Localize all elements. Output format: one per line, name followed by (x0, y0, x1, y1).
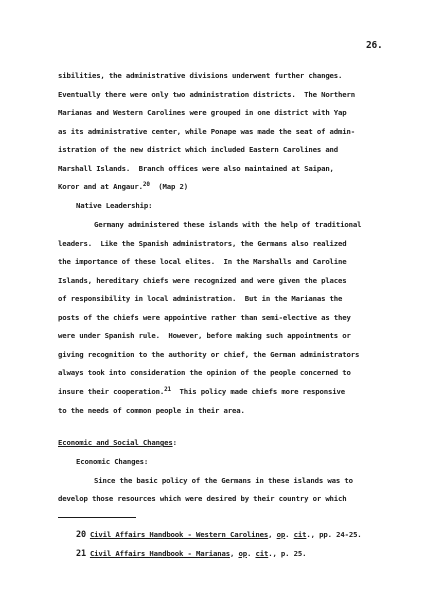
body-text: (Map 2) (149, 182, 189, 191)
footnote-title: Civil Affairs Handbook - Marianas (89, 549, 230, 558)
footnote-text: ., pp. 24-25. (306, 530, 362, 539)
body-line: Marianas and Western Carolines were grouped in one district with Yap (58, 108, 347, 117)
heading-colon: : (172, 438, 177, 447)
footnote-text: . (246, 549, 256, 558)
body-line: Eventually there were only two administration districts. The Northern (58, 90, 356, 99)
body-line: Germany administered these islands with the help of traditional (94, 220, 362, 229)
footnote-number: 20 (76, 530, 86, 540)
footnote-ref: 20 (142, 181, 150, 188)
footnote-number: 21 (76, 549, 86, 559)
body-line: Islands, hereditary chiefs were recognized and were given the places (58, 276, 347, 285)
footnote-text: cit (293, 530, 307, 539)
footnote-divider (58, 517, 136, 518)
footnote-text: , (229, 549, 239, 558)
body-line: posts of the chiefs were appointive rather than semi-elective as they (58, 313, 351, 322)
body-line: always took into consideration the opinion of the people concerned to (58, 368, 351, 377)
body-line: istration of the new district which included Eastern Carolines and (58, 145, 339, 154)
section-heading (58, 438, 177, 448)
body-text: Koror and at Angaur. (58, 182, 143, 191)
footnote-ref: 21 (164, 386, 172, 393)
section-heading: Native Leadership: (76, 201, 153, 210)
body-line: Since the basic policy of the Germans in these islands was to (94, 476, 353, 485)
footnote-text: . (285, 530, 294, 539)
body-line: giving recognition to the authority or chief, the German administrators (58, 350, 360, 359)
footnote-title: Civil Affairs Handbook - Western Carolines (89, 530, 269, 539)
body-line: leaders. Like the Spanish administrators, the Germans also realized (58, 239, 347, 248)
body-line: to the needs of common people in their area. (58, 406, 245, 415)
body-line (58, 387, 345, 397)
body-line: as its administrative center, while Ponape was made the seat of admin- (58, 127, 356, 136)
footnote-text: , (268, 530, 277, 539)
body-line: of responsibility in local administration. But in the Marianas the (58, 294, 343, 303)
footnote-text: op (238, 549, 247, 558)
body-line (58, 182, 188, 192)
body-line: sibilities, the administrative divisions underwent further changes. (58, 71, 343, 80)
section-heading-text: Economic and Social Changes (58, 438, 173, 447)
body-line: develop those resources which were desired by their country or which (58, 494, 347, 503)
body-line: the importance of these local elites. In the Marshalls and Caroline (58, 257, 347, 266)
body-text: This policy made chiefs more responsive (171, 387, 345, 396)
page-number: 26. (366, 40, 383, 51)
subsection-heading: Economic Changes: (76, 457, 149, 466)
body-line: Marshall Islands. Branch offices were also maintained at Saipan, (58, 164, 334, 173)
footnote-text: ., p. 25. (268, 549, 307, 558)
footnote (76, 530, 362, 540)
body-text: insure their cooperation. (58, 387, 165, 396)
footnote-text: cit (255, 549, 269, 558)
footnote (76, 549, 306, 559)
footnote-text: op (276, 530, 286, 539)
body-line: were under Spanish rule. However, before making such appointments or (58, 331, 351, 340)
